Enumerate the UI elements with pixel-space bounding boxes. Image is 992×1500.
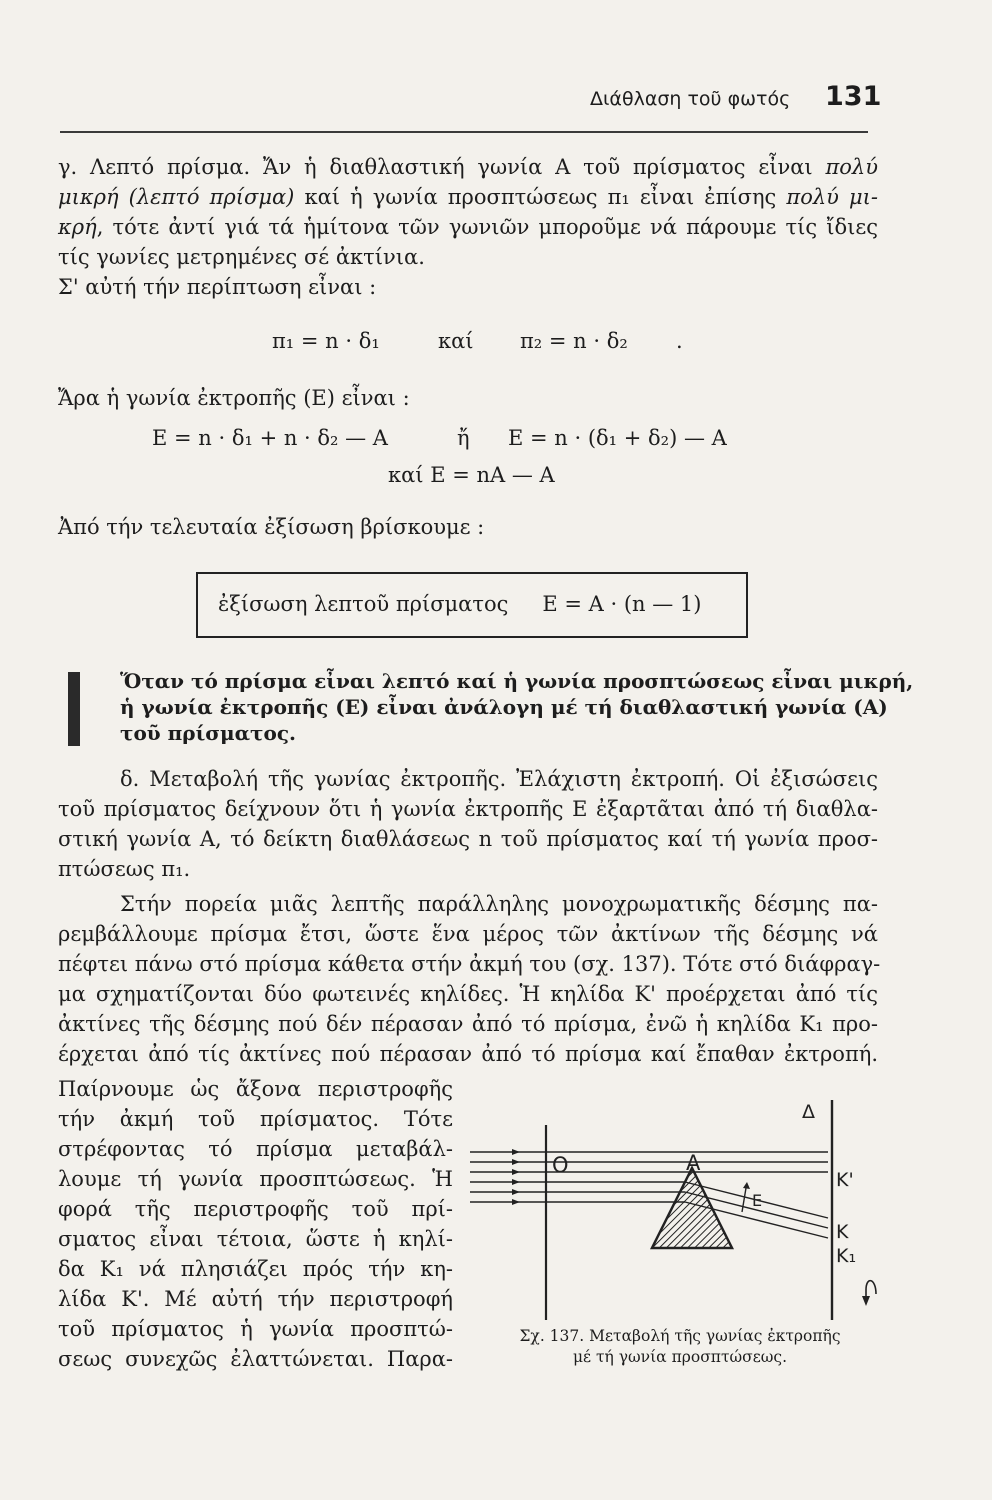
- text-line: ρεμβάλλουμε πρίσμα ἔτσι, ὥστε ἕνα μέρος τῶν ἀκτίνων τῆς δέσμης νά: [58, 922, 878, 946]
- equation-or: ἤ: [457, 426, 470, 450]
- rule-line: τοῦ πρίσματος.: [120, 721, 296, 745]
- prism-deviation-figure: [470, 1090, 890, 1330]
- equation-e3: καί Ε = nΑ — Α: [388, 463, 555, 487]
- text-line: δ. Μεταβολή τῆς γωνίας ἐκτροπῆς. Ἐλάχιστη ἐκτροπή. Οἱ ἐξισώσεις: [120, 767, 878, 791]
- label-e: Ε: [752, 1191, 763, 1210]
- text-line: τήν ἀκμή τοῦ πρίσματος. Τότε: [58, 1107, 453, 1131]
- text-line: Σ' αὐτή τήν περίπτωση εἶναι :: [58, 275, 377, 299]
- text-line: τοῦ πρίσματος ἡ γωνία προσπτώ-: [58, 1317, 453, 1341]
- deviation-angle-arrow: [742, 1188, 746, 1212]
- ray-arrowheads: [512, 1149, 520, 1205]
- incident-rays: [470, 1152, 685, 1202]
- text-line: στική γωνία Α, τό δείκτη διαθλάσεως n τοῦ πρίσματος καί τή γωνία προσ-: [58, 827, 878, 851]
- equation-e2: Ε = n · (δ₁ + δ₂) — Α: [508, 426, 727, 450]
- label-a: Α: [686, 1151, 701, 1175]
- text-line: σματος εἶναι τέτοια, ὥστε ἡ κηλί-: [58, 1227, 453, 1251]
- text-line: σεως συνεχῶς ἐλαττώνεται. Παρα-: [58, 1347, 453, 1371]
- text-line: λουμε τή γωνία προσπτώσεως. Ἡ: [58, 1167, 453, 1191]
- text-line: τοῦ πρίσματος δείχνουν ὅτι ἡ γωνία ἐκτροπῆς Ε ἐξαρτᾶται ἀπό τή διαθλα-: [58, 797, 878, 821]
- formula-box-text: ἐξίσωση λεπτοῦ πρίσματος Ε = Α · (n — 1): [218, 592, 702, 616]
- rule-line: Ὅταν τό πρίσμα εἶναι λεπτό καί ἡ γωνία προσπτώσεως εἶναι μικρή,: [120, 669, 914, 693]
- text-line: φορά τῆς περιστροφῆς τοῦ πρί-: [58, 1197, 453, 1221]
- label-k1: Κ₁: [836, 1245, 857, 1267]
- page-number: 131: [825, 81, 882, 112]
- running-header: Διάθλαση τοῦ φωτός: [590, 88, 791, 110]
- text-line: μικρή (λεπτό πρίσμα) καί ἡ γωνία προσπτώσεως π₁ εἶναι ἐπίσης πολύ μι-: [58, 185, 878, 209]
- equation-pi1: π₁ = n · δ₁: [272, 329, 380, 353]
- figure-caption: Σχ. 137. Μεταβολή τῆς γωνίας ἐκτροπῆς μέ τή γωνία προσπτώσεως.: [519, 1327, 841, 1366]
- text-line: πτώσεως π₁.: [58, 857, 191, 881]
- text-line: πέφτει πάνω στό πρίσμα κάθετα στήν ἀκμή του (σχ. 137). Τότε στό διάφραγ-: [58, 952, 881, 976]
- equation-e1: Ε = n · δ₁ + n · δ₂ — Α: [152, 426, 388, 450]
- text-line: έρχεται ἀπό τίς ἀκτίνες πού πέρασαν ἀπό τό πρίσμα καί ἔπαθαν ἐκτροπή.: [58, 1042, 878, 1066]
- label-k-prime: Κ': [836, 1169, 854, 1191]
- text-line: Παίρνουμε ὡς ἄξονα περιστροφῆς: [58, 1077, 453, 1101]
- highlight-bar: [68, 672, 80, 746]
- prism: [652, 1168, 732, 1248]
- text-line: μα σχηματίζονται δύο φωτεινές κηλίδες. Ἡ κηλίδα Κ' προέρχεται ἀπό τίς: [58, 982, 878, 1006]
- text-line: γ. Λεπτό πρίσμα. Ἄν ἡ διαθλαστική γωνία Α τοῦ πρίσματος εἶναι πολύ: [58, 155, 878, 179]
- text-line: Ἀπό τήν τελευταία ἐξίσωση βρίσκουμε :: [58, 515, 485, 539]
- text-line: ἀκτίνες τῆς δέσμης πού δέν πέρασαν ἀπό τό πρίσμα, ἐνῶ ἡ κηλίδα Κ₁ προ-: [58, 1012, 878, 1036]
- equation-dot: .: [676, 329, 683, 353]
- text-line: δα Κ₁ νά πλησιάζει πρός τήν κη-: [58, 1257, 453, 1281]
- rule-line: ἡ γωνία ἐκτροπῆς (Ε) εἶναι ἀνάλογη μέ τή διαθλαστική γωνία (Α): [120, 695, 888, 719]
- text-line: στρέφοντας τό πρίσμα μεταβάλ-: [58, 1137, 453, 1161]
- text-line: τίς γωνίες μετρημένες σέ ἀκτίνια.: [58, 245, 425, 269]
- text-line: λίδα Κ'. Μέ αὐτή τήν περιστροφή: [58, 1287, 453, 1311]
- equation-pi2: π₂ = n · δ₂: [520, 329, 628, 353]
- label-delta: Δ: [802, 1101, 815, 1123]
- label-o: Ο: [552, 1153, 569, 1177]
- equation-and: καί: [438, 329, 474, 353]
- text-line: κρή, τότε ἀντί γιά τά ἡμίτονα τῶν γωνιῶν μποροῦμε νά πάρουμε τίς ἴδιες: [58, 215, 878, 239]
- header-rule: [60, 131, 868, 133]
- label-k: Κ: [836, 1221, 849, 1243]
- text-line: Ἄρα ἡ γωνία ἐκτροπῆς (Ε) εἶναι :: [58, 386, 410, 410]
- text-line: Στήν πορεία μιᾶς λεπτῆς παράλληλης μονοχρωματικῆς δέσμης πα-: [120, 892, 878, 916]
